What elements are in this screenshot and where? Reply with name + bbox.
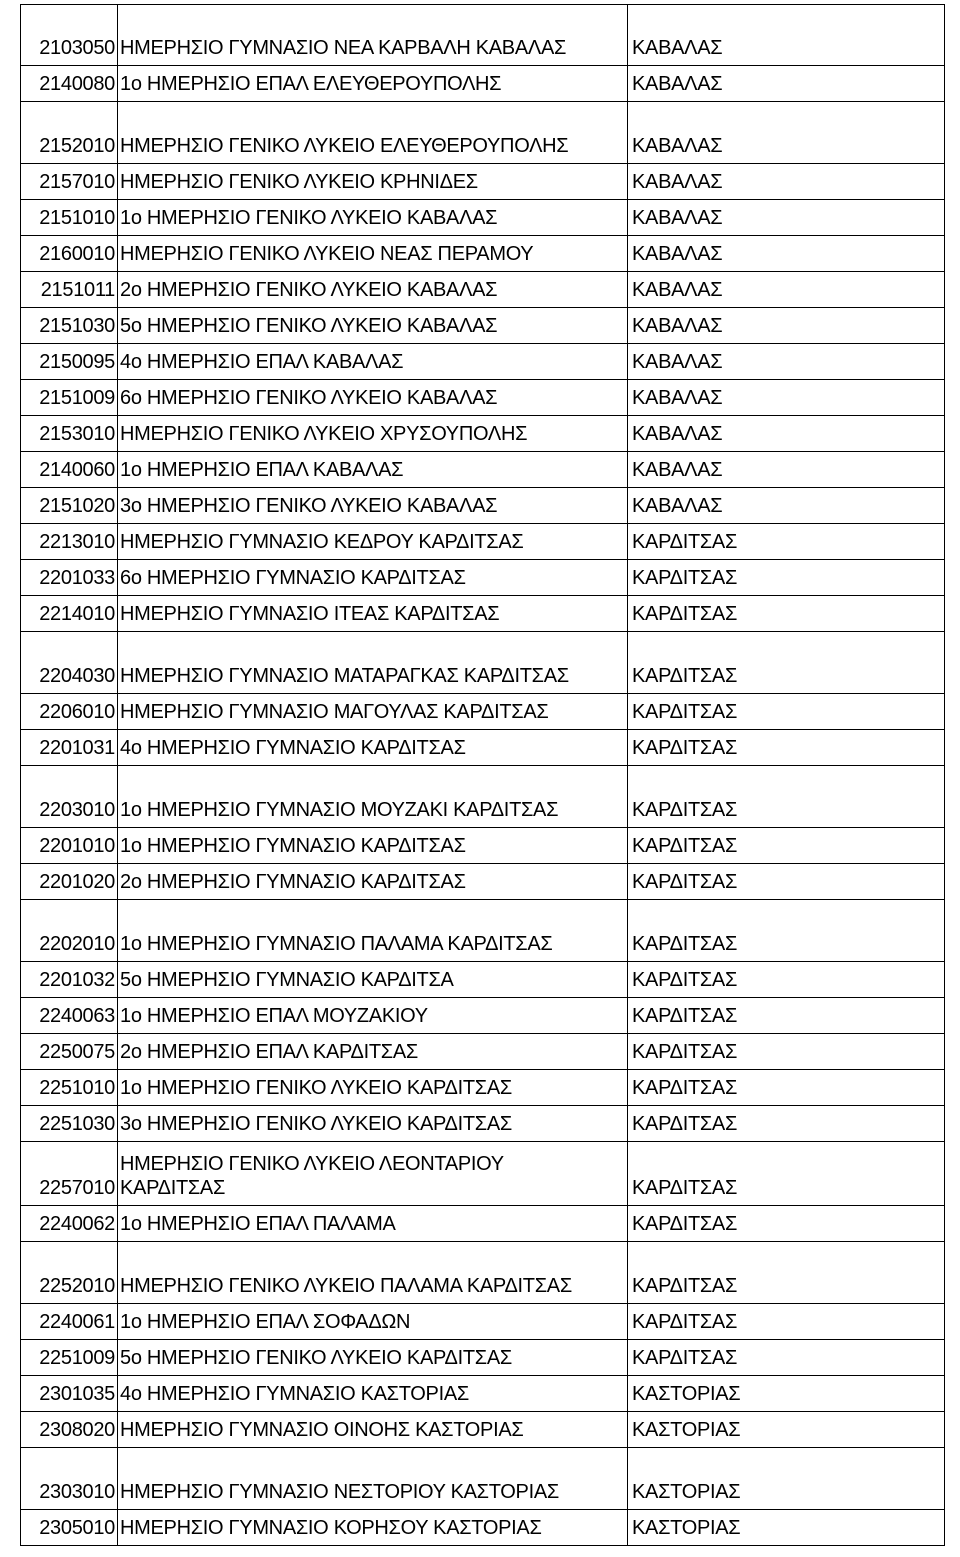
school-name: ΗΜΕΡΗΣΙΟ ΓΕΝΙΚΟ ΛΥΚΕΙΟ ΧΡΥΣΟΥΠΟΛΗΣ [120, 423, 528, 445]
prefecture: ΚΑΡΔΙΤΣΑΣ [632, 665, 738, 687]
table-row [20, 864, 945, 900]
school-name: 3ο ΗΜΕΡΗΣΙΟ ΓΕΝΙΚΟ ΛΥΚΕΙΟ ΚΑΒΑΛΑΣ [120, 495, 498, 517]
table-row [20, 488, 945, 524]
table-row [20, 1242, 945, 1304]
prefecture: ΚΑΒΑΛΑΣ [632, 423, 723, 445]
school-code: 2308020 [39, 1419, 115, 1441]
prefecture: ΚΑΒΑΛΑΣ [632, 171, 723, 193]
table-row [20, 524, 945, 560]
prefecture: ΚΑΒΑΛΑΣ [632, 73, 723, 95]
school-name: 2ο ΗΜΕΡΗΣΙΟ ΕΠΑΛ ΚΑΡΔΙΤΣΑΣ [120, 1041, 418, 1063]
prefecture: ΚΑΣΤΟΡΙΑΣ [632, 1481, 741, 1503]
table-row [20, 730, 945, 766]
school-name: ΗΜΕΡΗΣΙΟ ΓΥΜΝΑΣΙΟ ΚΕΔΡΟΥ ΚΑΡΔΙΤΣΑΣ [120, 531, 524, 553]
table-row [20, 1034, 945, 1070]
school-name [120, 1152, 627, 1200]
school-name: 1ο ΗΜΕΡΗΣΙΟ ΕΠΑΛ ΕΛΕΥΘΕΡΟΥΠΟΛΗΣ [120, 73, 502, 95]
table-row [20, 1206, 945, 1242]
school-name: 1ο ΗΜΕΡΗΣΙΟ ΓΥΜΝΑΣΙΟ ΠΑΛΑΜΑ ΚΑΡΔΙΤΣΑΣ [120, 933, 553, 955]
table-row [20, 766, 945, 828]
school-code: 2251010 [39, 1077, 115, 1099]
prefecture: ΚΑΡΔΙΤΣΑΣ [632, 969, 738, 991]
school-code: 2240063 [39, 1005, 115, 1027]
school-code: 2153010 [39, 423, 115, 445]
school-name: 1ο ΗΜΕΡΗΣΙΟ ΓΕΝΙΚΟ ΛΥΚΕΙΟ ΚΑΡΔΙΤΣΑΣ [120, 1077, 512, 1099]
school-name: 1ο ΗΜΕΡΗΣΙΟ ΓΥΜΝΑΣΙΟ ΜΟΥΖΑΚΙ ΚΑΡΔΙΤΣΑΣ [120, 799, 559, 821]
school-code: 2206010 [39, 701, 115, 723]
table-row [20, 452, 945, 488]
prefecture: ΚΑΡΔΙΤΣΑΣ [632, 933, 738, 955]
prefecture: ΚΑΒΑΛΑΣ [632, 315, 723, 337]
school-name: ΗΜΕΡΗΣΙΟ ΓΥΜΝΑΣΙΟ ΝΕΣΤΟΡΙΟΥ ΚΑΣΤΟΡΙΑΣ [120, 1481, 559, 1503]
table-row [20, 1412, 945, 1448]
table-row [20, 560, 945, 596]
school-code: 2204030 [39, 665, 115, 687]
prefecture: ΚΑΣΤΟΡΙΑΣ [632, 1419, 741, 1441]
prefecture: ΚΑΡΔΙΤΣΑΣ [632, 1113, 738, 1135]
school-name-line-2: ΚΑΡΔΙΤΣΑΣ [120, 1177, 226, 1199]
school-code: 2250075 [39, 1041, 115, 1063]
prefecture: ΚΑΡΔΙΤΣΑΣ [632, 799, 738, 821]
school-name: 2ο ΗΜΕΡΗΣΙΟ ΓΥΜΝΑΣΙΟ ΚΑΡΔΙΤΣΑΣ [120, 871, 466, 893]
school-code: 2201033 [39, 567, 115, 589]
school-name: ΗΜΕΡΗΣΙΟ ΓΕΝΙΚΟ ΛΥΚΕΙΟ ΚΡΗΝΙΔΕΣ [120, 171, 478, 193]
school-code: 2160010 [39, 243, 115, 265]
school-name: ΗΜΕΡΗΣΙΟ ΓΕΝΙΚΟ ΛΥΚΕΙΟ ΠΑΛΑΜΑ ΚΑΡΔΙΤΣΑΣ [120, 1275, 572, 1297]
prefecture: ΚΑΒΑΛΑΣ [632, 243, 723, 265]
table-row [20, 200, 945, 236]
table-row [20, 416, 945, 452]
school-code: 2305010 [39, 1517, 115, 1539]
school-code: 2151011 [40, 279, 115, 301]
school-name: 1ο ΗΜΕΡΗΣΙΟ ΓΥΜΝΑΣΙΟ ΚΑΡΔΙΤΣΑΣ [120, 835, 466, 857]
prefecture: ΚΑΡΔΙΤΣΑΣ [632, 1275, 738, 1297]
prefecture: ΚΑΡΔΙΤΣΑΣ [632, 701, 738, 723]
table-row [20, 1106, 945, 1142]
school-code: 2151030 [39, 315, 115, 337]
prefecture: ΚΑΒΑΛΑΣ [632, 387, 723, 409]
school-table [20, 4, 945, 1546]
school-name: ΗΜΕΡΗΣΙΟ ΓΥΜΝΑΣΙΟ ΜΑΓΟΥΛΑΣ ΚΑΡΔΙΤΣΑΣ [120, 701, 549, 723]
school-code: 2201020 [39, 871, 115, 893]
prefecture: ΚΑΡΔΙΤΣΑΣ [632, 603, 738, 625]
school-code: 2202010 [39, 933, 115, 955]
table-row [20, 1376, 945, 1412]
table-row [20, 272, 945, 308]
table-row [20, 694, 945, 730]
school-name: 1ο ΗΜΕΡΗΣΙΟ ΕΠΑΛ ΠΑΛΑΜΑ [120, 1213, 396, 1235]
school-name: ΗΜΕΡΗΣΙΟ ΓΥΜΝΑΣΙΟ ΙΤΕΑΣ ΚΑΡΔΙΤΣΑΣ [120, 603, 500, 625]
school-name: ΗΜΕΡΗΣΙΟ ΓΕΝΙΚΟ ΛΥΚΕΙΟ ΕΛΕΥΘΕΡΟΥΠΟΛΗΣ [120, 135, 569, 157]
school-code: 2240062 [39, 1213, 115, 1235]
prefecture: ΚΑΒΑΛΑΣ [632, 37, 723, 59]
school-name: ΗΜΕΡΗΣΙΟ ΓΕΝΙΚΟ ΛΥΚΕΙΟ ΝΕΑΣ ΠΕΡΑΜΟΥ [120, 243, 534, 265]
prefecture: ΚΑΡΔΙΤΣΑΣ [632, 1177, 738, 1199]
table-row [20, 344, 945, 380]
school-name: 2ο ΗΜΕΡΗΣΙΟ ΓΕΝΙΚΟ ΛΥΚΕΙΟ ΚΑΒΑΛΑΣ [120, 279, 498, 301]
school-name: 6ο ΗΜΕΡΗΣΙΟ ΓΕΝΙΚΟ ΛΥΚΕΙΟ ΚΑΒΑΛΑΣ [120, 387, 498, 409]
school-code: 2257010 [39, 1177, 115, 1199]
table-row [20, 1142, 945, 1206]
table-row [20, 380, 945, 416]
school-code: 2151010 [39, 207, 115, 229]
prefecture: ΚΑΡΔΙΤΣΑΣ [632, 1311, 738, 1333]
prefecture: ΚΑΒΑΛΑΣ [632, 351, 723, 373]
table-row [20, 1070, 945, 1106]
school-code: 2201010 [39, 835, 115, 857]
prefecture: ΚΑΣΤΟΡΙΑΣ [632, 1517, 741, 1539]
table-row [20, 66, 945, 102]
prefecture: ΚΑΡΔΙΤΣΑΣ [632, 871, 738, 893]
school-name: 1ο ΗΜΕΡΗΣΙΟ ΕΠΑΛ ΣΟΦΑΔΩΝ [120, 1311, 411, 1333]
school-code: 2240061 [39, 1311, 115, 1333]
school-code: 2140080 [39, 73, 115, 95]
school-name: ΗΜΕΡΗΣΙΟ ΓΥΜΝΑΣΙΟ ΚΟΡΗΣΟΥ ΚΑΣΤΟΡΙΑΣ [120, 1517, 542, 1539]
table-row [20, 4, 945, 66]
table-row [20, 998, 945, 1034]
prefecture: ΚΑΣΤΟΡΙΑΣ [632, 1383, 741, 1405]
prefecture: ΚΑΡΔΙΤΣΑΣ [632, 531, 738, 553]
school-code: 2150095 [39, 351, 115, 373]
prefecture: ΚΑΒΑΛΑΣ [632, 207, 723, 229]
school-name: 6ο ΗΜΕΡΗΣΙΟ ΓΥΜΝΑΣΙΟ ΚΑΡΔΙΤΣΑΣ [120, 567, 466, 589]
prefecture: ΚΑΡΔΙΤΣΑΣ [632, 1077, 738, 1099]
prefecture: ΚΑΒΑΛΑΣ [632, 495, 723, 517]
prefecture: ΚΑΒΑΛΑΣ [632, 459, 723, 481]
school-name: ΗΜΕΡΗΣΙΟ ΓΥΜΝΑΣΙΟ ΝΕΑ ΚΑΡΒΑΛΗ ΚΑΒΑΛΑΣ [120, 37, 567, 59]
school-code: 2151020 [39, 495, 115, 517]
school-code: 2201032 [39, 969, 115, 991]
prefecture: ΚΑΡΔΙΤΣΑΣ [632, 737, 738, 759]
table-row [20, 102, 945, 164]
table-row [20, 236, 945, 272]
school-name: 4ο ΗΜΕΡΗΣΙΟ ΓΥΜΝΑΣΙΟ ΚΑΣΤΟΡΙΑΣ [120, 1383, 469, 1405]
school-name-line-1: ΗΜΕΡΗΣΙΟ ΓΕΝΙΚΟ ΛΥΚΕΙΟ ΛΕΟΝΤΑΡΙΟΥ [120, 1153, 504, 1175]
school-code: 2303010 [39, 1481, 115, 1503]
prefecture: ΚΑΡΔΙΤΣΑΣ [632, 835, 738, 857]
table-row [20, 632, 945, 694]
table-row [20, 164, 945, 200]
school-code: 2301035 [39, 1383, 115, 1405]
table-row [20, 308, 945, 344]
prefecture: ΚΑΡΔΙΤΣΑΣ [632, 567, 738, 589]
school-name: 1ο ΗΜΕΡΗΣΙΟ ΓΕΝΙΚΟ ΛΥΚΕΙΟ ΚΑΒΑΛΑΣ [120, 207, 498, 229]
school-name: 4ο ΗΜΕΡΗΣΙΟ ΕΠΑΛ ΚΑΒΑΛΑΣ [120, 351, 404, 373]
school-name: 3ο ΗΜΕΡΗΣΙΟ ΓΕΝΙΚΟ ΛΥΚΕΙΟ ΚΑΡΔΙΤΣΑΣ [120, 1113, 512, 1135]
school-name: 5ο ΗΜΕΡΗΣΙΟ ΓΕΝΙΚΟ ΛΥΚΕΙΟ ΚΑΡΔΙΤΣΑΣ [120, 1347, 512, 1369]
table-row [20, 1448, 945, 1510]
school-code: 2252010 [39, 1275, 115, 1297]
prefecture: ΚΑΡΔΙΤΣΑΣ [632, 1005, 738, 1027]
table-row [20, 900, 945, 962]
table-row [20, 828, 945, 864]
prefecture: ΚΑΒΑΛΑΣ [632, 279, 723, 301]
table-row [20, 1510, 945, 1546]
school-name: 5ο ΗΜΕΡΗΣΙΟ ΓΕΝΙΚΟ ΛΥΚΕΙΟ ΚΑΒΑΛΑΣ [120, 315, 498, 337]
school-code: 2151009 [39, 387, 115, 409]
prefecture: ΚΑΒΑΛΑΣ [632, 135, 723, 157]
prefecture: ΚΑΡΔΙΤΣΑΣ [632, 1041, 738, 1063]
school-name: 1ο ΗΜΕΡΗΣΙΟ ΕΠΑΛ ΜΟΥΖΑΚΙΟΥ [120, 1005, 428, 1027]
school-code: 2140060 [39, 459, 115, 481]
table-row [20, 1304, 945, 1340]
school-code: 2103050 [39, 37, 115, 59]
school-name: ΗΜΕΡΗΣΙΟ ΓΥΜΝΑΣΙΟ ΟΙΝΟΗΣ ΚΑΣΤΟΡΙΑΣ [120, 1419, 524, 1441]
school-code: 2213010 [39, 531, 115, 553]
school-name: 4ο ΗΜΕΡΗΣΙΟ ΓΥΜΝΑΣΙΟ ΚΑΡΔΙΤΣΑΣ [120, 737, 466, 759]
school-code: 2251009 [39, 1347, 115, 1369]
school-code: 2152010 [39, 135, 115, 157]
school-code: 2214010 [39, 603, 115, 625]
school-code: 2201031 [39, 737, 115, 759]
school-code: 2251030 [39, 1113, 115, 1135]
table-row [20, 1340, 945, 1376]
school-code: 2157010 [39, 171, 115, 193]
school-name: 1ο ΗΜΕΡΗΣΙΟ ΕΠΑΛ ΚΑΒΑΛΑΣ [120, 459, 404, 481]
school-code: 2203010 [39, 799, 115, 821]
prefecture: ΚΑΡΔΙΤΣΑΣ [632, 1347, 738, 1369]
school-name: ΗΜΕΡΗΣΙΟ ΓΥΜΝΑΣΙΟ ΜΑΤΑΡΑΓΚΑΣ ΚΑΡΔΙΤΣΑΣ [120, 665, 569, 687]
school-name: 5ο ΗΜΕΡΗΣΙΟ ΓΥΜΝΑΣΙΟ ΚΑΡΔΙΤΣΑ [120, 969, 454, 991]
prefecture: ΚΑΡΔΙΤΣΑΣ [632, 1213, 738, 1235]
table-row [20, 596, 945, 632]
table-row [20, 962, 945, 998]
